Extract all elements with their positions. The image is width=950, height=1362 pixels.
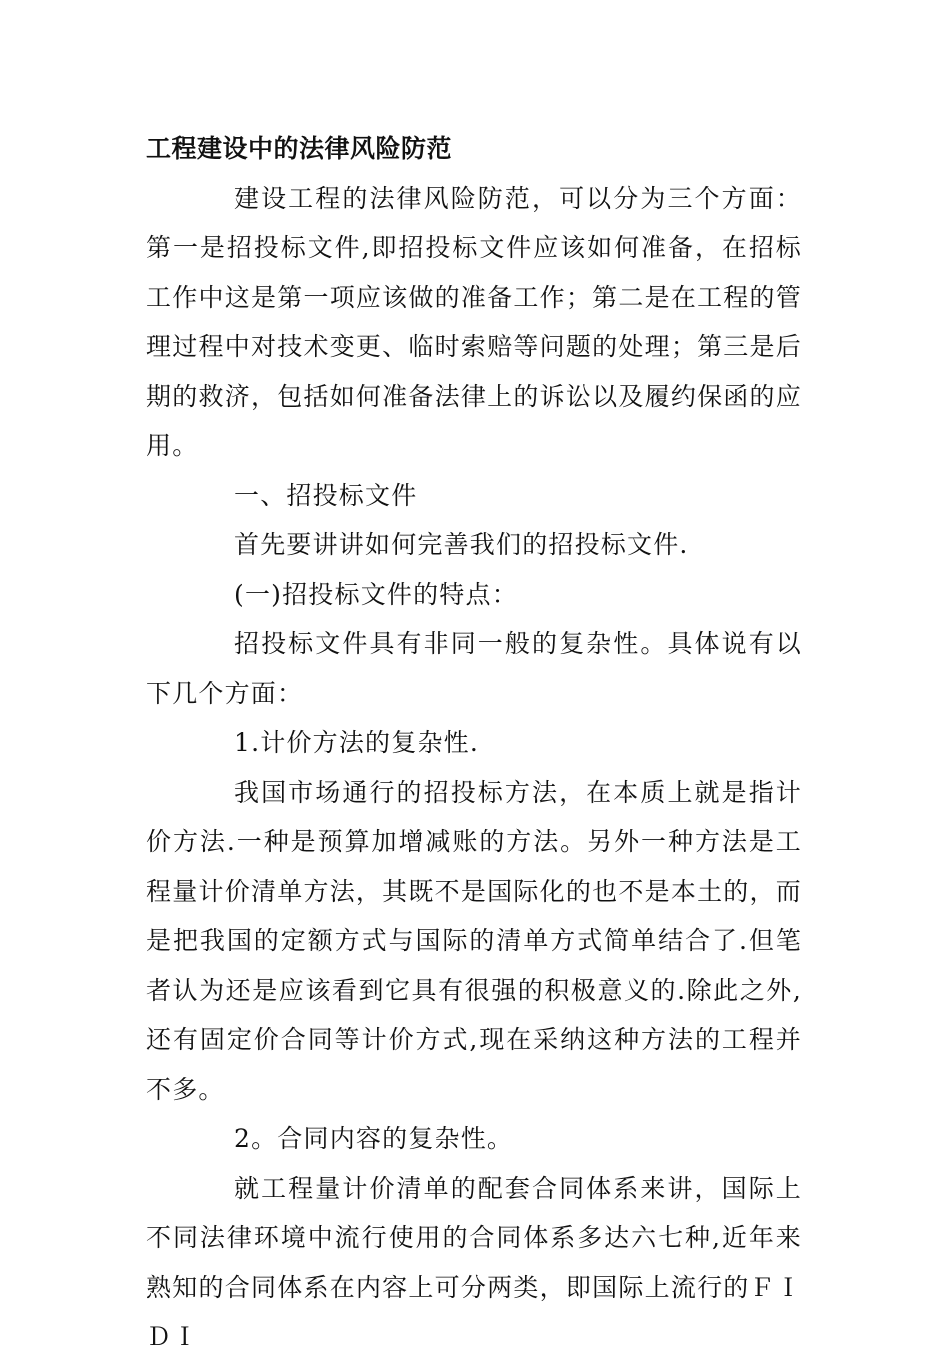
paragraph-improve-bidding: 首先要讲讲如何完善我们的招投标文件. [234, 530, 689, 559]
item-heading-contract-content: 2。合同内容的复杂性。 [234, 1124, 514, 1153]
paragraph-contract-systems: 就工程量计价清单的配套合同体系来讲，国际上不同法律环境中流行使用的合同体系多达六七种,近年来熟知的合同体系在内容上可分两类，即国际上流行的ＦＩＤＩ [146, 1173, 802, 1351]
document-title: 工程建设中的法律风险防范 [146, 134, 453, 163]
paragraph-pricing-method: 我国市场通行的招投标方法，在本质上就是指计价方法.一种是预算加增减账的方法。另外一种方法是工程量计价清单方法，其既不是国际化的也不是本土的，而是把我国的定额方式与国际的清单方式简单结合了.但笔者认为还是应该看到它具有很强的积极意义的.除此之外,还有固定价合同等计价方式,现在采纳这种方法的工程并不多。 [146, 777, 802, 1104]
paragraph-complexity: 招投标文件具有非同一般的复杂性。具体说有以下几个方面： [146, 629, 802, 708]
item-heading-pricing-method: 1.计价方法的复杂性. [234, 728, 480, 757]
paragraph-intro: 建设工程的法律风险防范，可以分为三个方面：第一是招投标文件,即招投标文件应该如何准备，在招标工作中这是第一项应该做的准备工作；第二是在工程的管理过程中对技术变更、临时索赔等问题的处理；第三是后期的救济，包括如何准备法律上的诉讼以及履约保函的应用。 [146, 183, 802, 460]
subsection-heading-features: (一)招投标文件的特点： [234, 579, 518, 609]
section-heading-bidding-documents: 一、招投标文件 [234, 480, 418, 510]
document-body [146, 124, 802, 1362]
